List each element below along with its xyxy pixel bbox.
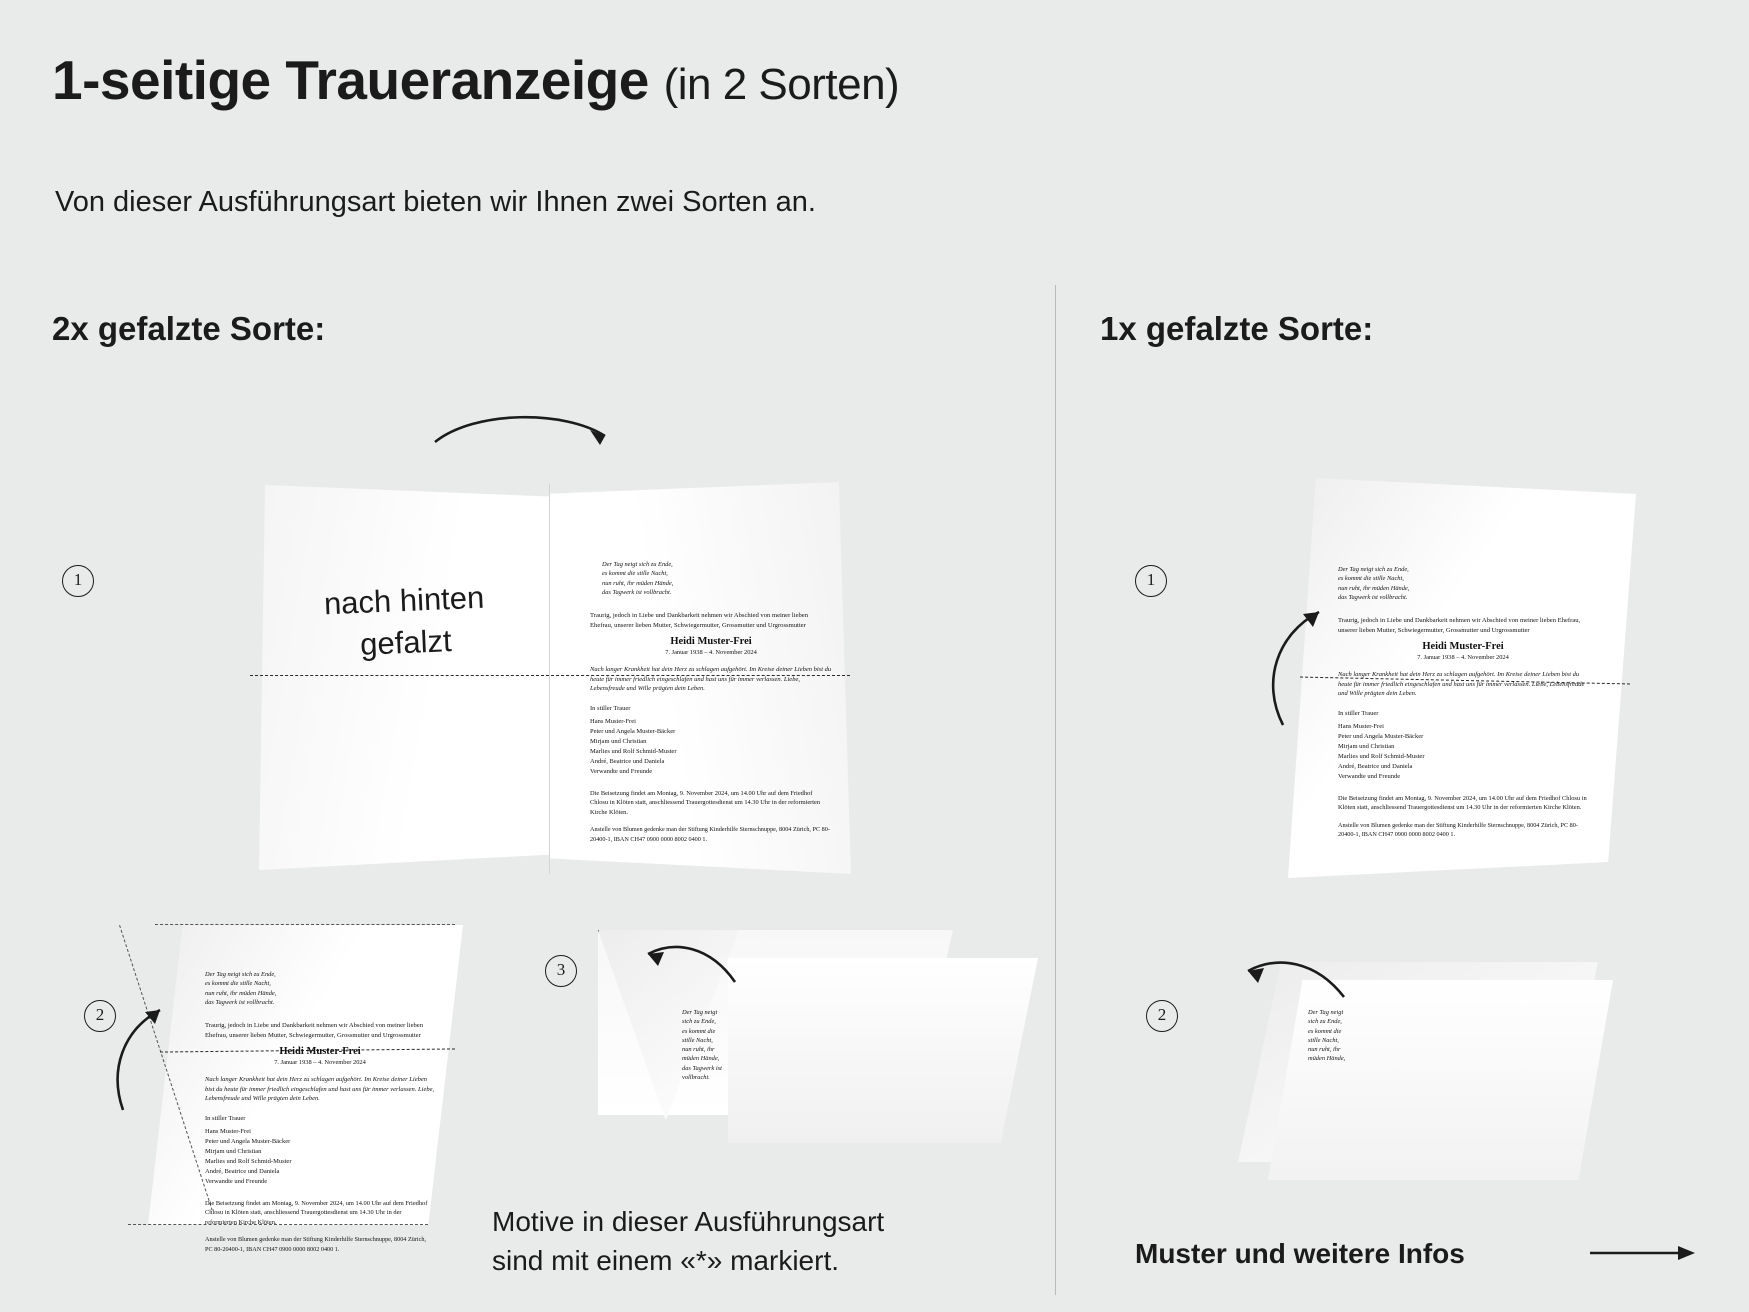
card-donation-info: Anstelle von Blumen gedenke man der Stiftung Kinderhilfe Sternschnuppe, 8004 Zürich, PC 80-20400-1, IBAN CH47 0900 0000 8002 0400 1. bbox=[205, 1236, 426, 1253]
card-poem-line: Der Tag neigt sich zu Ende, bbox=[602, 561, 673, 568]
page-title-main: 1-seitige Traueranzeige bbox=[52, 49, 649, 111]
card-poem-line: Der Tag neigt sich zu Ende, bbox=[1308, 1009, 1344, 1026]
card-name: Heidi Muster-Frei bbox=[1422, 640, 1504, 652]
card-mourner: André, Beatrice und Daniela bbox=[205, 1168, 280, 1176]
left-card-folded-twice-front bbox=[728, 958, 1038, 1143]
card-vertical-fold bbox=[549, 484, 550, 874]
card-mourner: André, Beatrice und Daniela bbox=[1338, 763, 1413, 771]
card-name: Heidi Muster-Frei bbox=[670, 635, 752, 647]
page-title bbox=[52, 48, 899, 112]
column-divider bbox=[1055, 285, 1056, 1295]
card-text-block-right-2 bbox=[1308, 1008, 1348, 1078]
card-mourners bbox=[205, 1127, 435, 1187]
card-poem-line: es kommt die stille Nacht, bbox=[602, 570, 668, 578]
card-dates: 7. Januar 1938 – 4. November 2024 bbox=[665, 648, 757, 656]
card-mourner: Marlies und Rolf Schmid-Muster bbox=[205, 1158, 292, 1166]
right-column-heading: 1x gefalzte Sorte: bbox=[1100, 310, 1374, 347]
card-funeral-info: Die Beisetzung findet am Montag, 9. November 2024, um 14.00 Uhr auf dem Friedhof Chlosu in Klöten statt, anschliessend Trauergottesdienst um 14.30 Uhr in der reformierten Kirche Klöten. bbox=[590, 789, 821, 816]
card-poem-line: nun ruht, ihr müden Hände, bbox=[682, 1046, 720, 1063]
left-column-note bbox=[492, 1202, 884, 1280]
card-mourner: Mirjam und Christian bbox=[1338, 743, 1395, 751]
card-text-block-left-3 bbox=[682, 1008, 728, 1088]
arrow-right-icon bbox=[1590, 1238, 1700, 1268]
card-paragraph: Nach langer Krankheit hat dein Herz zu schlagen aufgehört. Im Kreise deiner Lieben bist du heute für immer friedlich eingeschlafen und hast uns für immer verlassen. Liebe, Lebensfreude und Wille prägten dein Leben. bbox=[1338, 670, 1585, 698]
card-donation-info: Anstelle von Blumen gedenke man der Stiftung Kinderhilfe Sternschnuppe, 8004 Zürich, PC 80-20400-1, IBAN CH47 0900 0000 8002 0400 1. bbox=[1338, 821, 1578, 839]
fold-arrow-left-2 bbox=[105, 1000, 175, 1115]
card-name: Heidi Muster-Frei bbox=[279, 1045, 361, 1057]
card-poem-line: es kommt die stille Nacht, bbox=[682, 1027, 716, 1044]
left-column-note-line2: sind mit einem «*» markiert. bbox=[492, 1245, 840, 1277]
card-mourner: Mirjam und Christian bbox=[205, 1148, 262, 1156]
card-lead: Traurig, jedoch in Liebe und Dankbarkeit nehmen wir Abschied von meiner lieben Ehefrau, unserer lieben Mutter, Schwiegermutter, Grossmutter und Urgrossmutter bbox=[205, 1022, 424, 1040]
card-mourners bbox=[590, 717, 832, 777]
card-poem-line: nun ruht, ihr müden Hände, bbox=[1338, 584, 1410, 592]
step-marker-left-2: 2 bbox=[84, 1000, 116, 1032]
step-marker-left-1: 1 bbox=[62, 565, 94, 597]
card-text-block-left-1 bbox=[590, 560, 832, 844]
card-mourner: Hans Muster-Frei bbox=[205, 1128, 251, 1136]
fold-instruction-line1: nach hinten bbox=[323, 579, 485, 622]
card-mourner: Marlies und Rolf Schmid-Muster bbox=[590, 748, 677, 756]
card-poem-line: das Tagwerk ist vollbracht. bbox=[205, 998, 275, 1006]
card-mourner: Hans Muster-Frei bbox=[590, 718, 636, 726]
card-mourner: Peter und Angela Muster-Bäcker bbox=[1338, 733, 1424, 741]
card-poem bbox=[1338, 565, 1588, 602]
fold-instruction-line2: gefalzt bbox=[359, 622, 453, 662]
fold-arrow-left-1 bbox=[430, 412, 620, 462]
card-mourner: André, Beatrice und Daniela bbox=[590, 758, 665, 766]
card-mourner: Hans Muster-Frei bbox=[1338, 723, 1384, 731]
card-mourner: Peter und Angela Muster-Bäcker bbox=[205, 1138, 291, 1146]
fold-arrow-left-3 bbox=[640, 940, 740, 990]
card-dates: 7. Januar 1938 – 4. November 2024 bbox=[274, 1058, 366, 1066]
card-mourner: Marlies und Rolf Schmid-Muster bbox=[1338, 753, 1425, 761]
card-mourning-title: In stiller Trauer bbox=[205, 1115, 246, 1123]
card-text-block-left-2 bbox=[205, 970, 435, 1254]
card-poem-line: das Tagwerk ist vollbracht. bbox=[682, 1064, 722, 1081]
intro-text: Von dieser Ausführungsart bieten wir Ihnen zwei Sorten an. bbox=[55, 186, 816, 218]
card-poem bbox=[682, 1008, 728, 1082]
card-poem-line: das Tagwerk ist vollbracht. bbox=[1338, 593, 1408, 601]
card-mourning-title: In stiller Trauer bbox=[1338, 710, 1379, 718]
card-poem-line: das Tagwerk ist vollbracht. bbox=[602, 588, 672, 596]
right-column-note: Muster und weitere Infos bbox=[1135, 1238, 1465, 1269]
step-marker-left-3: 3 bbox=[545, 955, 577, 987]
card-mourner: Peter und Angela Muster-Bäcker bbox=[590, 728, 676, 736]
step-marker-right-1: 1 bbox=[1135, 565, 1167, 597]
card-donation-info: Anstelle von Blumen gedenke man der Stiftung Kinderhilfe Sternschnuppe, 8004 Zürich, PC 80-20400-1, IBAN CH47 0900 0000 8002 0400 1. bbox=[590, 826, 830, 843]
card-dates: 7. Januar 1938 – 4. November 2024 bbox=[1417, 653, 1509, 661]
card-poem-line: nun ruht, ihr müden Hände, bbox=[602, 579, 674, 587]
card-mourner: Verwandte und Freunde bbox=[205, 1178, 268, 1186]
left-column-heading: 2x gefalzte Sorte: bbox=[52, 310, 326, 347]
card-poem-line: Der Tag neigt sich zu Ende, bbox=[1338, 566, 1409, 573]
card-page-left bbox=[250, 485, 550, 870]
card-mourner: Verwandte und Freunde bbox=[1338, 773, 1401, 781]
card-mourners bbox=[1338, 722, 1588, 782]
card-poem-line: Der Tag neigt sich zu Ende, bbox=[682, 1009, 718, 1026]
card-mourner: Verwandte und Freunde bbox=[590, 768, 653, 776]
card-poem-line: nun ruht, ihr müden Hände, bbox=[1308, 1046, 1346, 1063]
card-poem-line: es kommt die stille Nacht, bbox=[1308, 1027, 1342, 1044]
fold-arrow-right-1 bbox=[1255, 600, 1335, 730]
card-funeral-info: Die Beisetzung findet am Montag, 9. November 2024, um 14.00 Uhr auf dem Friedhof Chlosu in Klöten statt, anschliessend Trauergottesdienst um 14.30 Uhr in der reformierten Kirche Klöten. bbox=[205, 1199, 428, 1226]
card-poem-line: es kommt die stille Nacht, bbox=[205, 980, 271, 988]
step-marker-right-2: 2 bbox=[1146, 1000, 1178, 1032]
card-lead: Traurig, jedoch in Liebe und Dankbarkeit nehmen wir Abschied von meiner lieben Ehefrau, unserer lieben Mutter, Schwiegermutter, Grossmutter und Urgrossmutter bbox=[1338, 617, 1581, 635]
card-funeral-info: Die Beisetzung findet am Montag, 9. November 2024, um 14.00 Uhr auf dem Friedhof Chlosu in Klöten statt, anschliessend Trauergottesdienst um 14.30 Uhr in der reformierten Kirche Klöten. bbox=[1338, 794, 1587, 812]
card-paragraph: Nach langer Krankheit hat dein Herz zu schlagen aufgehört. Im Kreise deiner Lieben bist du heute für immer friedlich eingeschlafen und hast uns für immer verlassen. Liebe, Lebensfreude und Wille prägten dein Leben. bbox=[590, 665, 832, 693]
card-mourner: Mirjam und Christian bbox=[590, 738, 647, 746]
left-column-note-line1: Motive in dieser Ausführungsart bbox=[492, 1206, 885, 1237]
page-title-suffix: (in 2 Sorten) bbox=[663, 60, 900, 109]
card-lead: Traurig, jedoch in Liebe und Dankbarkeit nehmen wir Abschied von meiner lieben Ehefrau, unserer lieben Mutter, Schwiegermutter, Grossmutter und Urgrossmutter bbox=[590, 612, 809, 630]
card-poem bbox=[205, 970, 435, 1007]
card-poem-line: Der Tag neigt sich zu Ende, bbox=[205, 971, 276, 978]
left-card2-dash-top bbox=[155, 924, 455, 925]
card-poem bbox=[602, 560, 832, 597]
card-paragraph: Nach langer Krankheit hat dein Herz zu schlagen aufgehört. Im Kreise deiner Lieben bist du heute für immer friedlich eingeschlafen und hast uns für immer verlassen. Liebe, Lebensfreude und Wille prägten dein Leben. bbox=[205, 1075, 435, 1103]
card-poem-line: nun ruht, ihr müden Hände, bbox=[205, 989, 277, 997]
fold-arrow-right-2 bbox=[1240, 955, 1350, 1005]
card-poem-line: es kommt die stille Nacht, bbox=[1338, 575, 1404, 583]
fold-instruction-label bbox=[258, 574, 551, 670]
card-text-block-right-1 bbox=[1338, 565, 1588, 839]
card-mourning-title: In stiller Trauer bbox=[590, 705, 631, 713]
card-poem bbox=[1308, 1008, 1348, 1064]
